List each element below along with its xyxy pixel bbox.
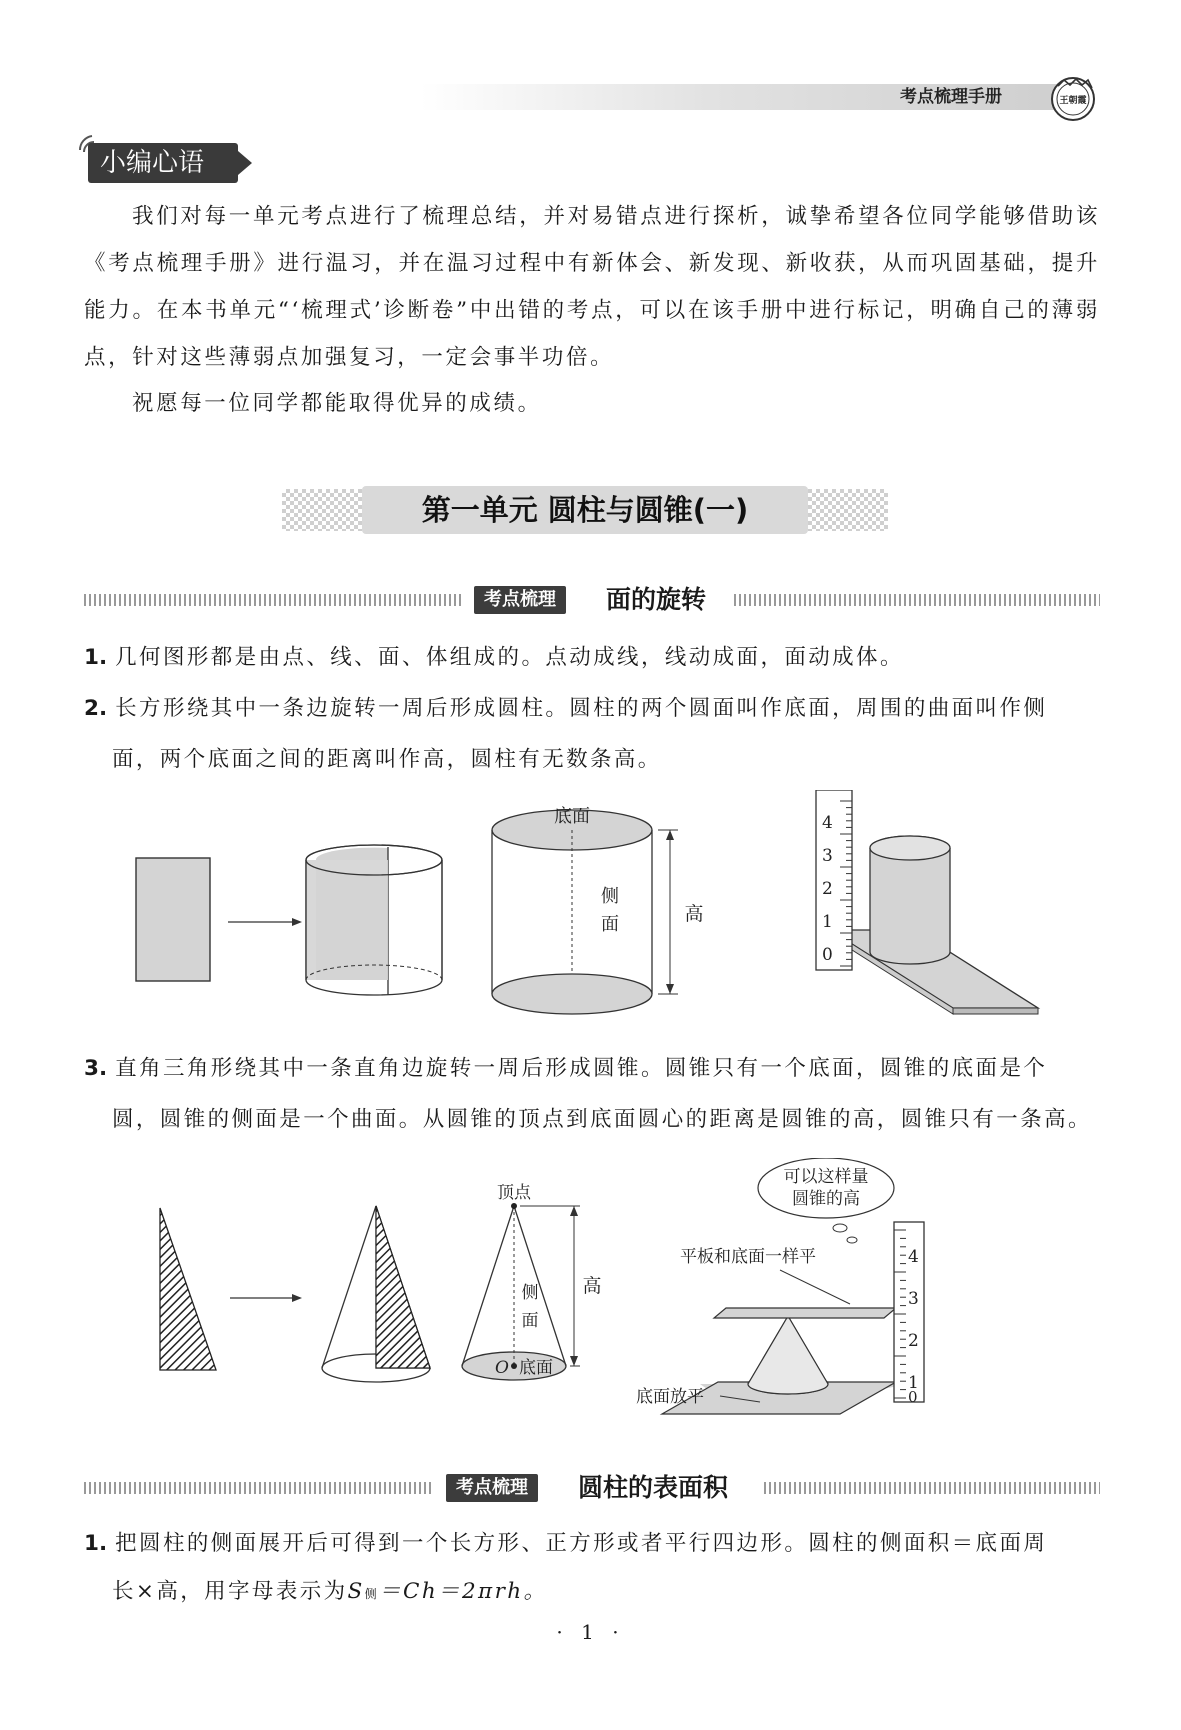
ruler-tick-4: 4	[822, 813, 833, 833]
point-number: 1.	[84, 645, 108, 670]
vertex-label: 顶点	[497, 1183, 531, 1203]
section-title: 面的旋转	[606, 585, 707, 614]
point-number: 3.	[84, 1056, 108, 1081]
cylinder-figure	[120, 790, 1060, 1020]
surface-item-1	[84, 1518, 1100, 1569]
cone-base-label: 底面	[519, 1358, 553, 1378]
point-item-1	[84, 632, 1100, 683]
ruler-tick-2: 2	[822, 879, 833, 899]
unit-banner	[282, 486, 888, 534]
cone-ruler-tick-4: 4	[908, 1247, 919, 1267]
seal-text: 王朝霞	[1059, 96, 1087, 106]
page-number: · 1 ·	[556, 1620, 625, 1644]
cone-ruler-tick-1: 1	[908, 1373, 919, 1393]
header-title: 考点梳理手册	[900, 87, 1002, 107]
section2-title: 圆柱的表面积	[578, 1473, 729, 1502]
bubble-line-1: 可以这样量	[783, 1167, 869, 1187]
cone-ruler-tick-3: 3	[908, 1289, 919, 1309]
editor-note-paragraph-2: 祝愿每一位同学都能取得优异的成绩。	[132, 391, 542, 416]
point-item-3-cont: 圆，圆锥的侧面是一个曲面。从圆锥的顶点到底面圆心的距离是圆锥的高，圆锥只有一条高。	[112, 1107, 1092, 1132]
point-item-2	[84, 683, 1100, 734]
arrow-icon	[228, 918, 302, 926]
formula-subscript: 侧	[364, 1587, 380, 1601]
measured-cylinder	[816, 790, 1038, 1014]
point-text: 长方形绕其中一条边旋转一周后形成圆柱。圆柱的两个圆面叫作底面，周围的曲面叫作侧	[115, 696, 1048, 721]
point-text: 把圆柱的侧面展开后可得到一个长方形、正方形或者平行四边形。圆柱的侧面积＝底面周	[115, 1531, 1048, 1556]
point-item-3	[84, 1043, 1100, 1094]
editor-note-paragraph-1: 我们对每一单元考点进行了梳理总结，并对易错点进行探析，诚挚希望各位同学能够借助该《考点梳理手册》进行温习，并在温习过程中有新体会、新发现、新收获，从而巩固基础，提升能力。在本书单元“‘梳理式’诊断卷”中出错的考点，可以在该手册中进行标记，明确自己的薄弱点，针对这些薄弱点加强复习，一定会事半功倍。	[84, 204, 1100, 370]
seal-logo	[1050, 76, 1096, 122]
board-label: 平板和底面一样平	[680, 1247, 816, 1267]
rotated-cone	[322, 1206, 430, 1382]
center-label: O	[495, 1358, 509, 1378]
section2-tag: 考点梳理	[446, 1474, 538, 1502]
ruler-tick-3: 3	[822, 846, 833, 866]
height-label: 高	[684, 903, 704, 925]
rectangle-shape	[136, 858, 210, 981]
section-tag: 考点梳理	[474, 586, 566, 614]
unit-title: 第一单元 圆柱与圆锥(一)	[421, 493, 749, 527]
section2-divider-right	[764, 1482, 1100, 1494]
arrow-icon	[230, 1294, 302, 1302]
point-text: 几何图形都是由点、线、面、体组成的。点动成线，线动成面，面动成体。	[115, 645, 904, 670]
rotated-cylinder	[306, 845, 442, 995]
side-label-1: 侧	[601, 886, 619, 907]
surface-item-1-cont	[84, 1566, 1128, 1620]
formula-s: S	[347, 1579, 365, 1604]
point-number: 2.	[84, 696, 108, 721]
section-divider-left	[84, 594, 464, 606]
flat-board	[714, 1308, 896, 1318]
ruler-tick-0: 0	[822, 945, 833, 965]
section-divider-right	[734, 594, 1100, 606]
point-item-2-cont: 面，两个底面之间的距离叫作高，圆柱有无数条高。	[112, 747, 662, 772]
point-text: 直角三角形绕其中一条直角边旋转一周后形成圆锥。圆锥只有一个底面，圆锥的底面是个	[115, 1056, 1048, 1081]
cone-side-label-2: 面	[521, 1311, 539, 1331]
cone-ruler-tick-2: 2	[908, 1331, 919, 1351]
editor-note-tag: 小编心语	[88, 143, 238, 183]
cone-figure	[140, 1158, 1060, 1428]
ruler-tick-1: 1	[822, 912, 833, 932]
bubble-line-2: 圆锥的高	[792, 1189, 860, 1209]
labeled-cylinder	[492, 806, 704, 1014]
right-triangle-shape	[160, 1208, 216, 1370]
cone-ruler-tick-0: 0	[908, 1388, 918, 1406]
formula-prefix: 长×高，用字母表示为	[112, 1579, 348, 1604]
side-label-2: 面	[601, 914, 619, 935]
formula-rest: ＝Ch＝2πrh。	[379, 1579, 548, 1604]
measured-cone	[636, 1158, 924, 1414]
base-label: 底面	[554, 806, 590, 827]
flat-label: 底面放平	[636, 1387, 704, 1407]
cone-height-label: 高	[582, 1275, 602, 1297]
editor-note-tag-tail	[238, 151, 252, 175]
point-number: 1.	[84, 1531, 108, 1556]
cone-side-label-1: 侧	[521, 1283, 539, 1303]
labeled-cone	[462, 1183, 602, 1380]
section2-divider-left	[84, 1482, 434, 1494]
